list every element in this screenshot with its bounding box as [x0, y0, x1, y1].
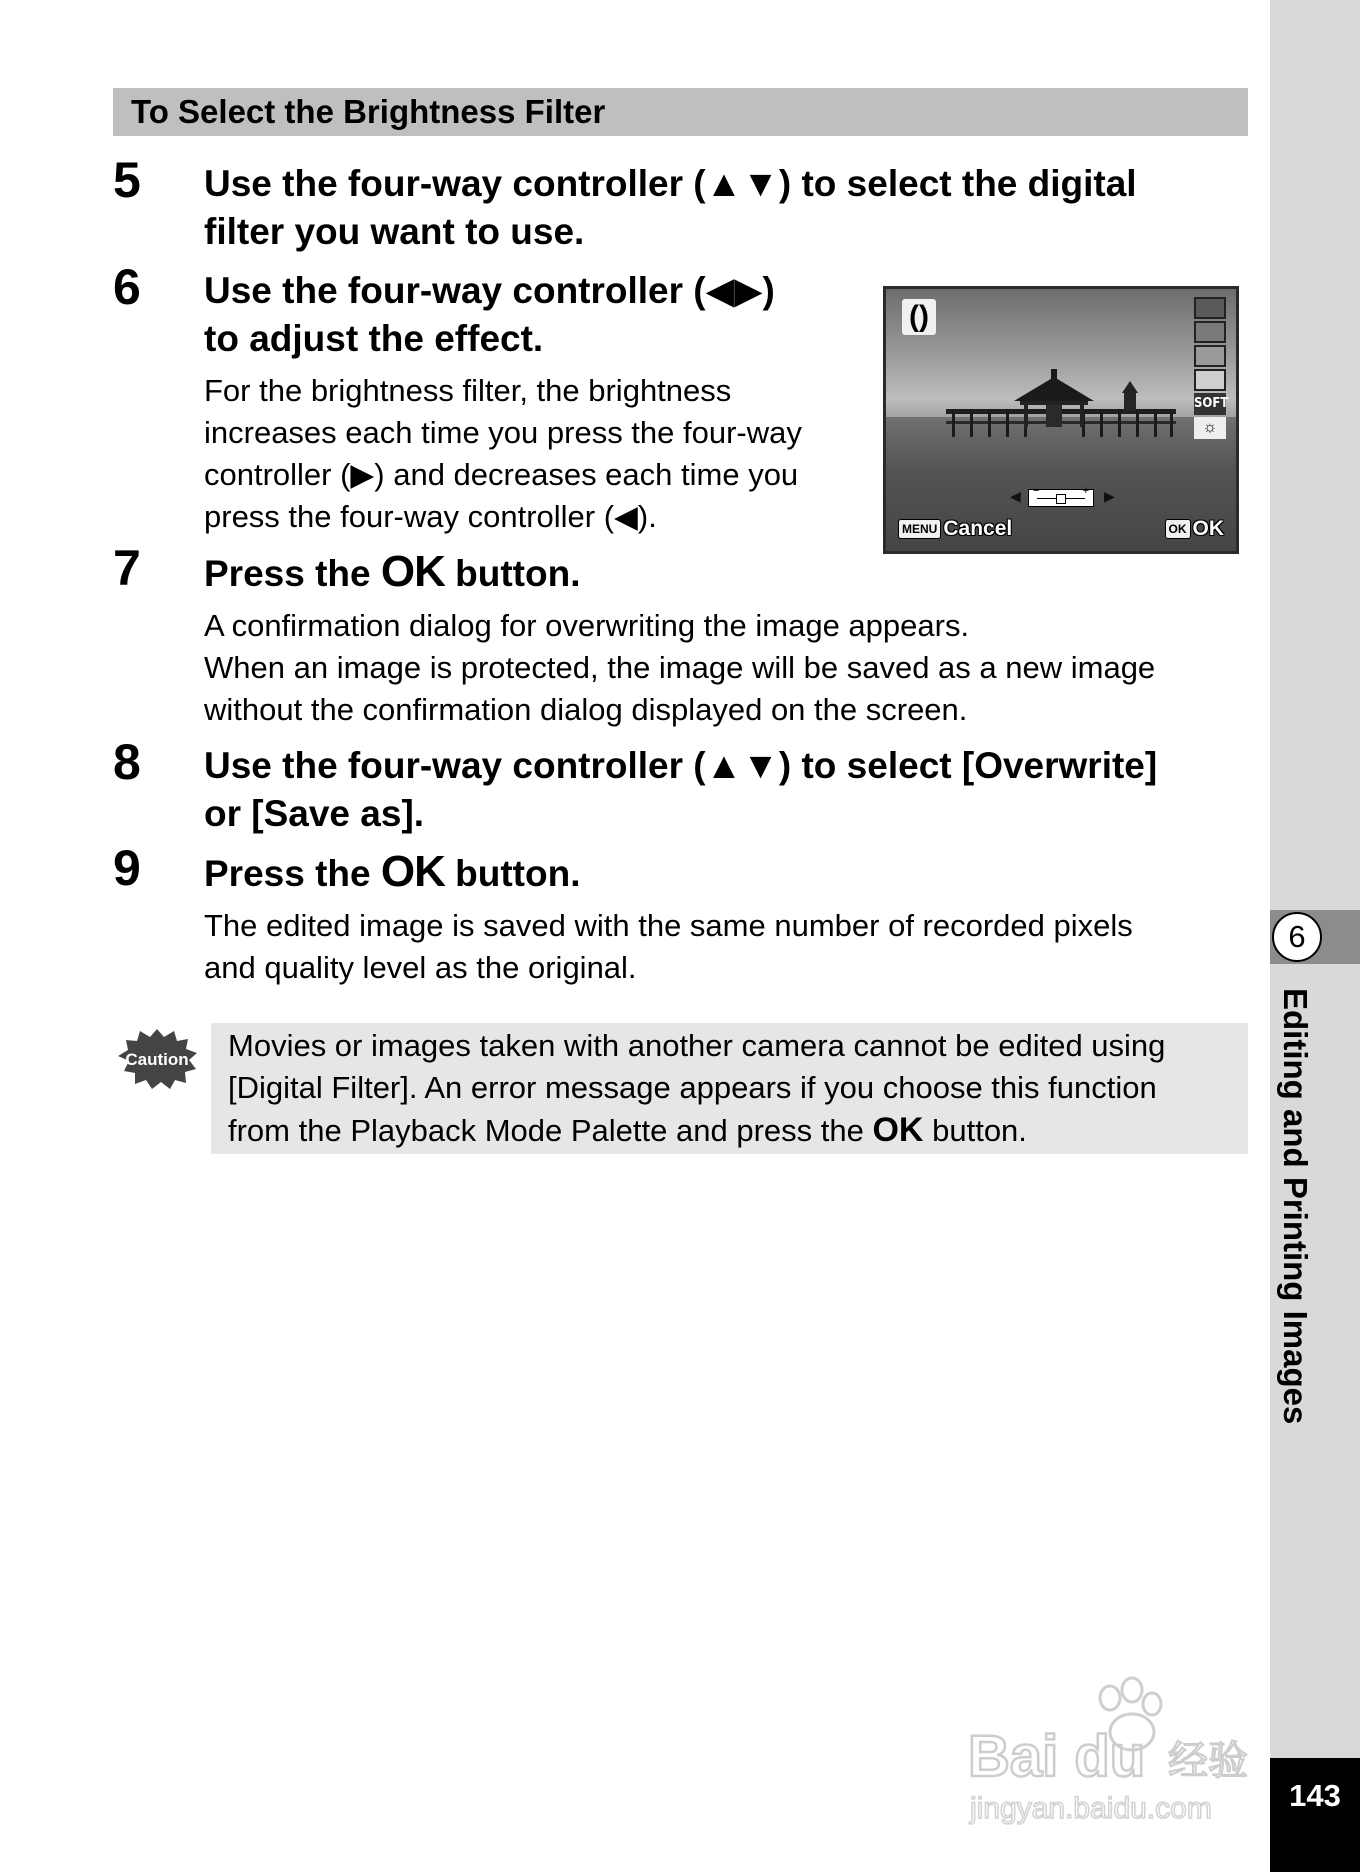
filter-option-1-icon: [1194, 297, 1226, 319]
slider-track: [1028, 485, 1094, 507]
brightness-filter-icon: (): [902, 299, 936, 335]
caution-line-1: Movies or images taken with another camera cannot be edited using: [228, 1028, 1166, 1063]
chapter-title: Editing and Printing Images: [1277, 988, 1314, 1425]
pier-photo: [886, 289, 1236, 551]
step-7-heading-text: Press the: [204, 553, 371, 594]
page-number: 143: [1289, 1778, 1341, 1813]
brightness-slider[interactable]: [1006, 487, 1116, 509]
caution-line-3-text: from the Playback Mode Palette and press the: [228, 1113, 864, 1148]
slider-knob[interactable]: [1056, 494, 1066, 504]
cancel-control[interactable]: [898, 517, 1012, 541]
caution-line-2: [Digital Filter]. An error message appears if you choose this function: [228, 1070, 1157, 1105]
step-7-body-line-3: without the confirmation dialog displayed on the screen.: [204, 692, 968, 727]
ok-button-glyph: OK: [380, 547, 445, 596]
ok-button-glyph: OK: [380, 847, 445, 896]
step-6-body-line-3: controller (▶) and decreases each time you: [204, 457, 799, 492]
step-7-heading: [204, 548, 580, 598]
step-number-8: 8: [113, 734, 141, 790]
ok-button-glyph: OK: [872, 1111, 924, 1149]
chapter-number: 6: [1272, 912, 1322, 962]
step-8-heading-line-2: or [Save as].: [204, 793, 425, 834]
baidu-watermark: [960, 1668, 1280, 1828]
ok-key-badge: OK: [1165, 519, 1191, 539]
step-8-heading-line-1: Use the four-way controller (▲▼) to select [Overwrite]: [204, 745, 1158, 786]
slider-left-arrow-icon[interactable]: ◀: [1010, 488, 1021, 504]
step-7-body-line-2: When an image is protected, the image will be saved as a new image: [204, 650, 1156, 685]
step-7-heading-suffix: button.: [455, 553, 581, 594]
step-9-heading-text: Press the: [204, 853, 371, 894]
filter-option-4-icon: [1194, 369, 1226, 391]
cancel-label: Cancel: [943, 517, 1013, 540]
page-number-box: [1270, 1758, 1360, 1872]
camera-screen: [883, 286, 1239, 554]
ok-control[interactable]: [1165, 517, 1225, 541]
ok-label: OK: [1192, 517, 1224, 540]
step-number-7: 7: [113, 540, 141, 596]
caution-icon: [116, 1028, 198, 1090]
step-number-6: 6: [113, 259, 141, 315]
step-6-body-line-1: For the brightness filter, the brightness: [204, 373, 732, 408]
menu-key-badge: MENU: [898, 519, 941, 539]
step-number-9: 9: [113, 840, 141, 896]
step-6-body-line-2: increases each time you press the four-way: [204, 415, 802, 450]
watermark-url: jingyan.baidu.com: [970, 1792, 1212, 1825]
section-header: To Select the Brightness Filter: [113, 88, 1248, 136]
caution-line-3-suffix: button.: [932, 1113, 1027, 1148]
brightness-sun-icon: ☼: [1194, 417, 1226, 439]
slider-minus-label: −: [1033, 485, 1040, 497]
caution-icon-label: Caution: [125, 1050, 189, 1069]
slider-plus-label: +: [1082, 485, 1089, 497]
chapter-tab: [1270, 910, 1360, 964]
filter-option-3-icon: [1194, 345, 1226, 367]
step-9-body-line-2: and quality level as the original.: [204, 950, 637, 985]
caution-box: [211, 1023, 1248, 1154]
watermark-brand: Bai du: [968, 1724, 1146, 1789]
filter-option-2-icon: [1194, 321, 1226, 343]
step-5-heading-line-2: filter you want to use.: [204, 211, 585, 252]
filter-options-column: [1194, 297, 1229, 439]
step-5-heading-line-1: Use the four-way controller (▲▼) to select the digital: [204, 163, 1137, 204]
step-9-heading-suffix: button.: [455, 853, 581, 894]
step-6-heading-line-2: to adjust the effect.: [204, 318, 544, 359]
soft-filter-label: SOFT: [1194, 393, 1226, 415]
step-6-body-line-4: press the four-way controller (◀).: [204, 499, 657, 534]
step-9-heading: [204, 848, 580, 898]
step-7-body-line-1: A confirmation dialog for overwriting the image appears.: [204, 608, 970, 643]
step-6-heading-line-1: Use the four-way controller (◀▶): [204, 270, 775, 311]
step-9-body-line-1: The edited image is saved with the same number of recorded pixels: [204, 908, 1133, 943]
slider-right-arrow-icon[interactable]: ▶: [1104, 488, 1115, 504]
step-number-5: 5: [113, 152, 141, 208]
caution-line-3: [228, 1109, 1248, 1152]
watermark-chinese: 经验: [1168, 1738, 1248, 1784]
